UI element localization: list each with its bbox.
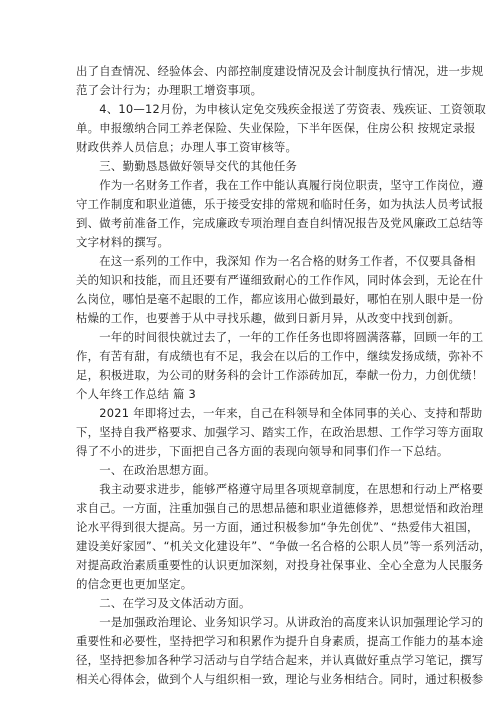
article-title: 个人年终工作总结 篇 3	[76, 387, 197, 401]
section-heading: 三、勤勤恳恳做好领导交代的其他任务	[76, 159, 298, 173]
text-line: 枯燥的工作，也要善于从中寻找乐趣，做到日新月异，从改变中找到创新。	[76, 311, 461, 325]
text-line: 对提高政治素质重要性的认识更加深刻，对投身社保事业、全心全意为人民服务	[76, 558, 484, 572]
text-line: 4、10—12月份，为申核认定免交残疾金报送了劳资表、残疾证、工资领取	[76, 102, 486, 116]
text-line: 守工作制度和职业道德，乐于接受安排的常规和临时任务，如为执法人员考试报	[76, 197, 484, 211]
text-line: 相关心得体会，做到个人与组织相一致，理论与业务相结合。同时，通过积极参	[76, 672, 484, 686]
text-line: 径，坚持把参加各种学习活动与自学结合起来，并认真做好重点学习笔记，撰写	[76, 653, 484, 667]
text-line: 范了会计行为；办理职工增资事项。	[76, 83, 263, 97]
text-line: 我主动要求进步，能够严格遵守局里各项规章制度，在思想和行动上严格要	[76, 482, 484, 496]
text-line: 重要性和必要性，坚持把学习和积累作为提升自身素质，提高工作能力的基本途	[76, 634, 484, 648]
text-line: 财政供养人员信息；办理人事工资审核等。	[76, 140, 298, 154]
text-line: 足，积极进取，为公司的财务科的会计工作添砖加瓦，奉献一份力，力创优绩！	[76, 368, 484, 382]
text-line: 文字材料的撰写。	[76, 235, 170, 249]
text-line: 下，坚持自我严格要求、加强学习、踏实工作，在政治思想、工作学习等方面取	[76, 425, 484, 439]
text-line: 到、做考前准备工作，完成廉政专项治理自查自纠情况报告及党风廉政工总结等	[76, 216, 484, 230]
text-line: 得了不小的进步，下面把自己各方面的表现向领导和同事们作一下总结。	[76, 444, 449, 458]
text-line: 单。申报缴纳合同工养老保险、失业保险，下半年医保，住房公积 按规定录报	[76, 121, 476, 135]
text-line: 出了自查情况、经验体会、内部控制度建设情况及会计制度执行情况，进一步规	[76, 64, 484, 78]
text-line: 的信念更也更加坚定。	[76, 577, 193, 591]
text-line: 求自己。一方面，注重加强自己的思想品德和职业道德修养，思想觉悟和政治理	[76, 501, 484, 515]
text-line: 作为一名财务工作者，我在工作中能认真履行岗位职责，坚守工作岗位，遵	[76, 178, 484, 192]
section-heading: 二、在学习及文体活动方面。	[76, 596, 251, 610]
text-line: 作，有苦有甜，有成绩也有不足，我会在以后的工作中，继续发扬成绩，弥补不	[76, 349, 484, 363]
text-line: 么岗位，哪怕是毫不起眼的工作，都应该用心做到最好，哪怕在别人眼中是一份	[76, 292, 484, 306]
text-line: 论水平得到很大提高。另一方面，通过积极参加“争先创优”、“热爱伟大祖国，	[76, 520, 479, 534]
section-heading: 一、在政治思想方面。	[76, 463, 216, 477]
text-line: 建设美好家园”、“机关文化建设年”、“争做一名合格的公职人员”等一系列活动，	[76, 539, 491, 553]
text-line: 2021 年即将过去，一年来，自己在科领导和全体同事的关心、支持和帮助	[76, 406, 483, 420]
text-line: 一是加强政治理论、业务知识学习。从讲政治的高度来认识加强理论学习的	[76, 615, 484, 629]
text-line: 在这一系列的工作中，我深知 作为一名合格的财务工作者，不仅要具备相	[76, 254, 476, 268]
text-line: 关的知识和技能，而且还要有严谨细致耐心的工作作风，同时体会到，无论在什	[76, 273, 484, 287]
text-line: 一年的时间很快就过去了，一年的工作任务也即将圆满落幕，回顾一年的工	[76, 330, 484, 344]
